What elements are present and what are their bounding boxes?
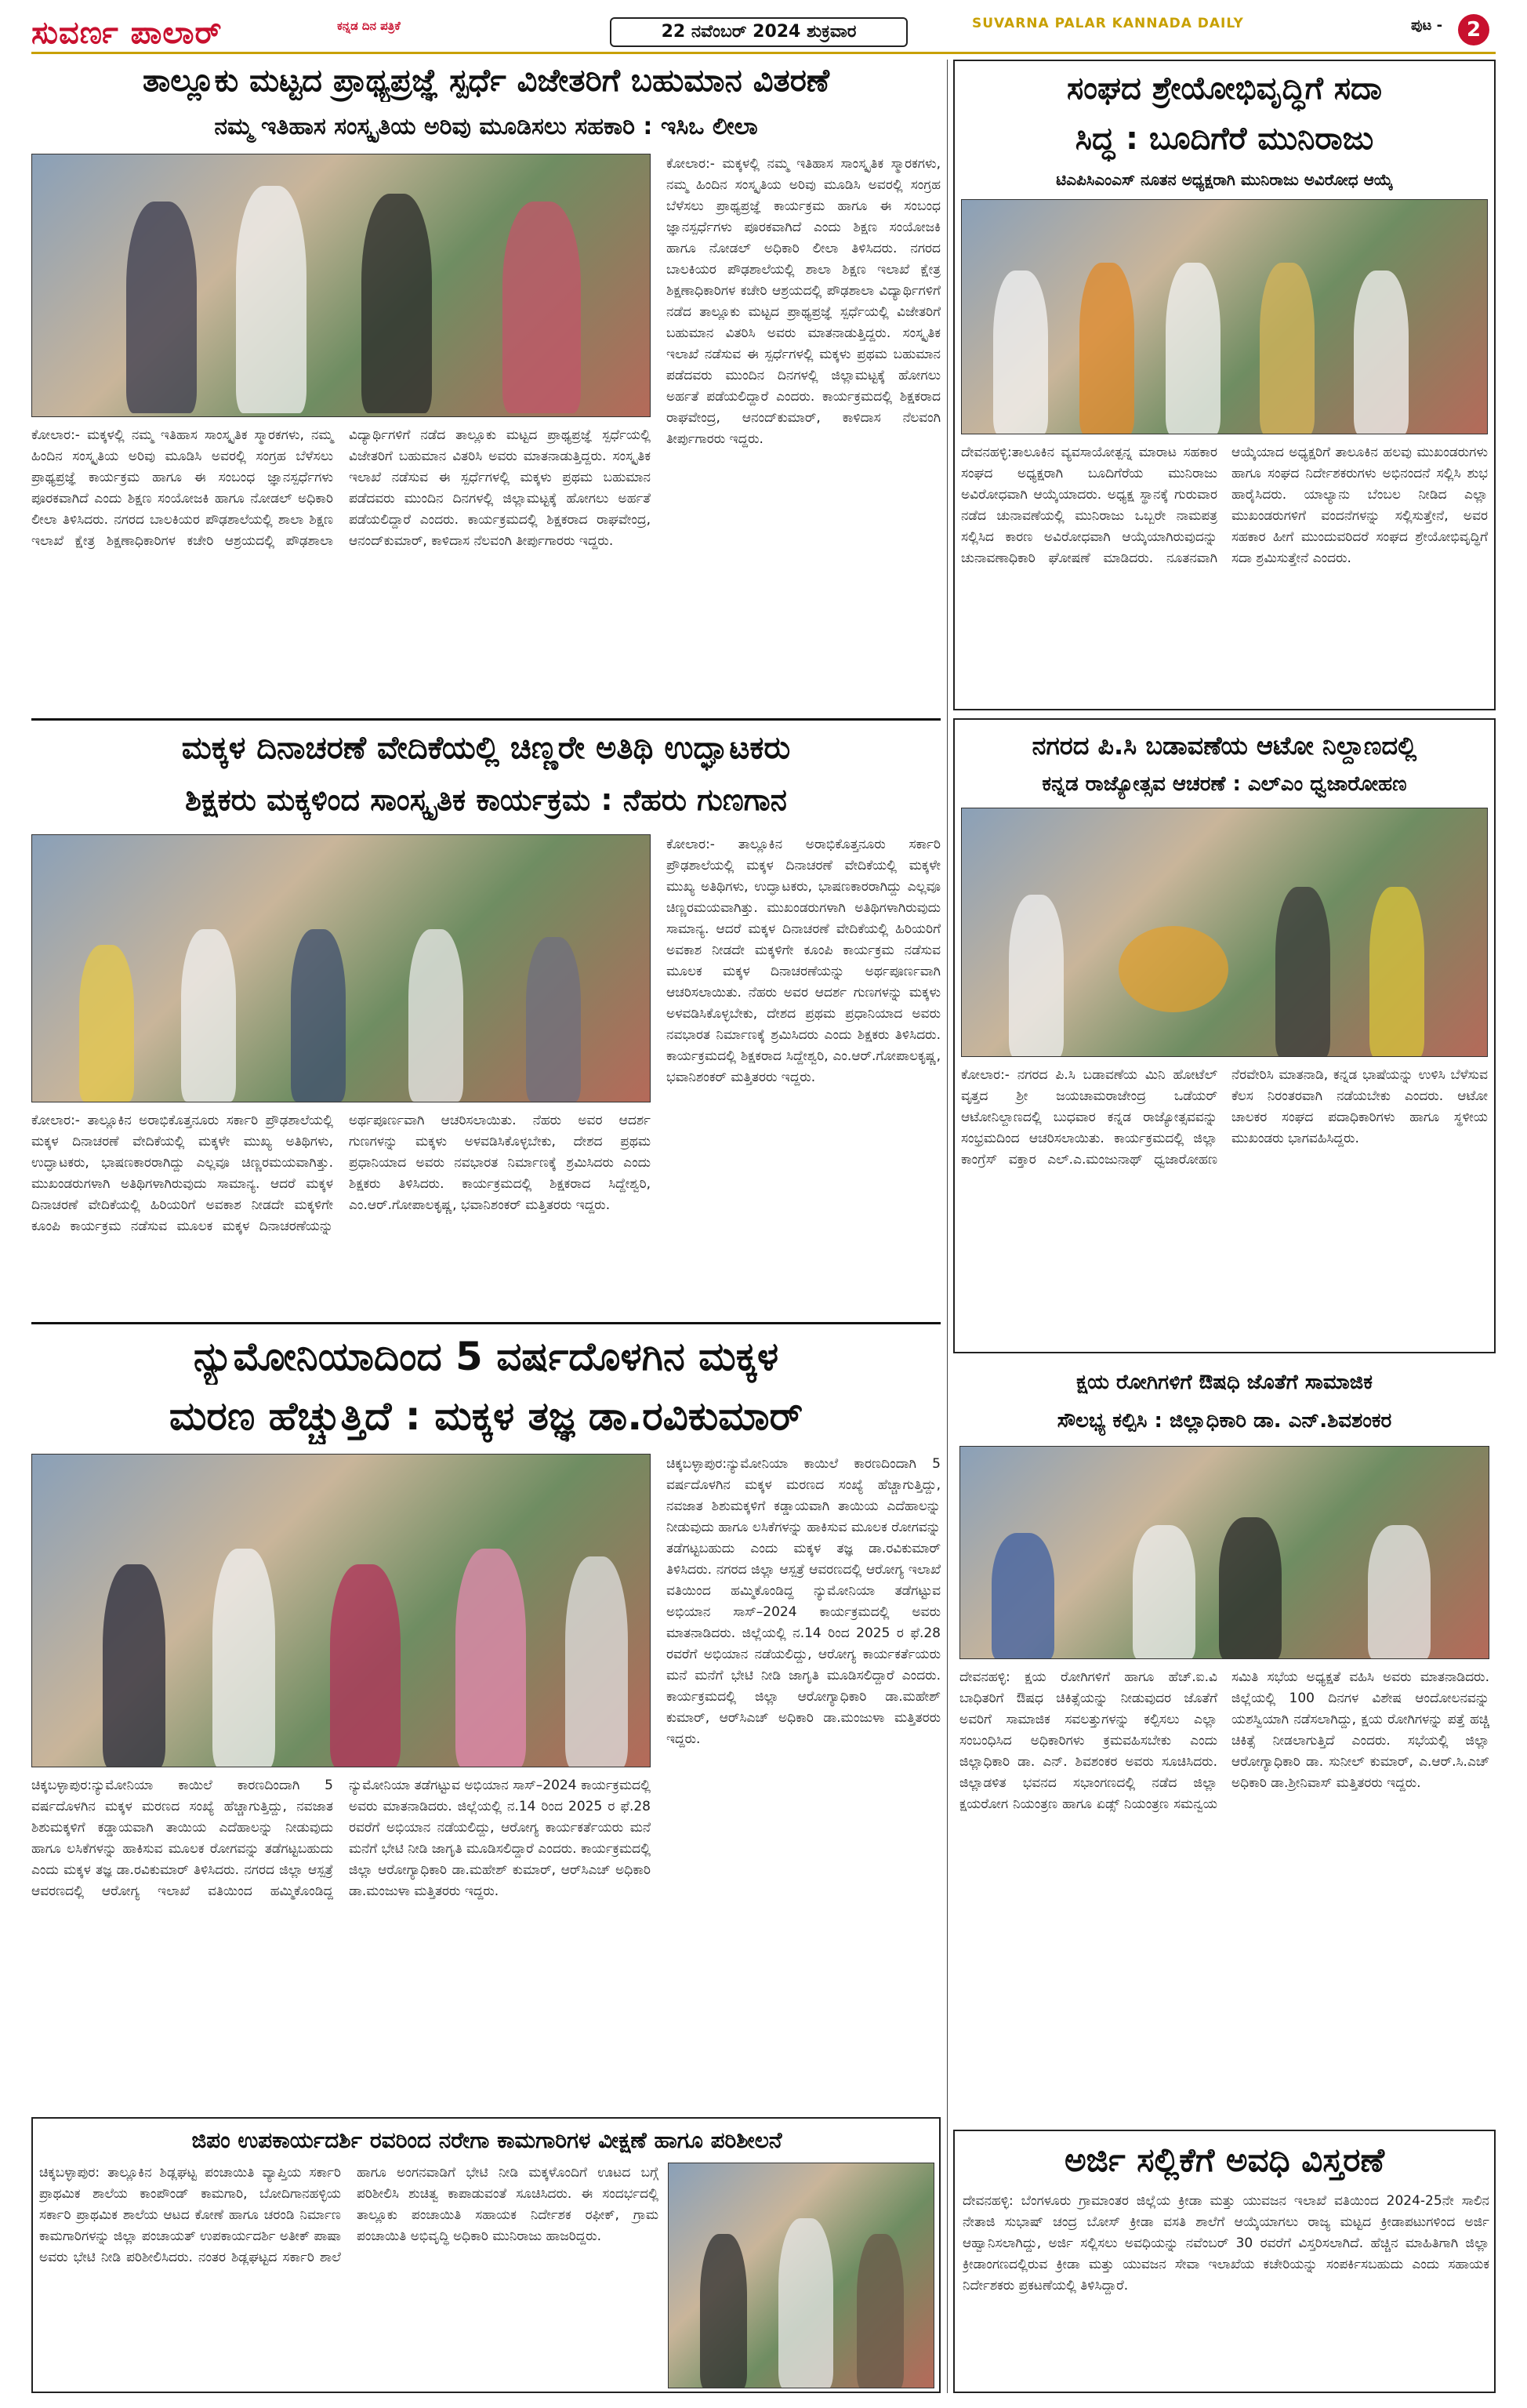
- story-subhead: ಟಿಎಪಿಸಿಎಂಎಸ್ ನೂತನ ಅಧ್ಯಕ್ಷರಾಗಿ ಮುನಿರಾಜು ಅವಿರೋಧ ಆಯ್ಕೆ: [1056, 170, 1393, 189]
- story-photo: [961, 808, 1488, 1057]
- story-pneumonia: [31, 1322, 941, 2106]
- story-nrega-inspection: [31, 2117, 941, 2393]
- story-body: ದೇವನಹಳ್ಳಿ: ಕ್ಷಯ ರೋಗಿಗಳಿಗೆ ಹಾಗೂ ಹೆಚ್.ಐ.ವಿ ಬಾಧಿತರಿಗೆ ಔಷಧ ಚಿಕಿತ್ಸೆಯನ್ನು ನೀಡುವುದರ ಜೊತೆಗೆ ಅವರಿಗೆ ಸಾಮಾಜಿಕ ಸವಲತ್ತುಗಳನ್ನು ಕಲ್ಪಿಸಲು ಎಲ್ಲಾ ಸಂಬಂಧಿಸಿದ ಅಧಿಕಾರಿಗಳು ಕ್ರಮವಹಿಸಬೇಕು ಎಂದು ಜಿಲ್ಲಾಧಿಕಾರಿ ಡಾ. ಎನ್. ಶಿವಶಂಕರ ಅವರು ಸೂಚಿಸಿದರು. ಜಿಲ್ಲಾಡಳಿತ ಭವನದ ಸಭಾಂಗಣದಲ್ಲಿ ನಡೆದ ಜಿಲ್ಲಾ ಕ್ಷಯರೋಗ ನಿಯಂತ್ರಣ ಹಾಗೂ ಏಡ್ಸ್ ನಿಯಂತ್ರಣ ಸಮನ್ವಯ ಸಮಿತಿ ಸಭೆಯ ಅಧ್ಯಕ್ಷತೆ ವಹಿಸಿ ಅವರು ಮಾತನಾಡಿದರು. ಜಿಲ್ಲೆಯಲ್ಲಿ 100 ದಿನಗಳ ವಿಶೇಷ ಆಂದೋಲನವನ್ನು ಯಶಸ್ವಿಯಾಗಿ ನಡೆಸಲಾಗಿದ್ದು, ಕ್ಷಯ ರೋಗಿಗಳನ್ನು ಪತ್ತೆ ಹಚ್ಚಿ ಚಿಕಿತ್ಸೆ ನೀಡಲಾಗುತ್ತಿದೆ ಎಂದರು. ಸಭೆಯಲ್ಲಿ ಜಿಲ್ಲಾ ಆರೋಗ್ಯಾಧಿಕಾರಿ ಡಾ. ಸುನೀಲ್ ಕುಮಾರ್, ಎ.ಆರ್.ಸಿ.ಎಚ್ ಅಧಿಕಾರಿ ಡಾ.ಶ್ರೀನಿವಾಸ್ ಮತ್ತಿತರರು ಇದ್ದರು.: [959, 1669, 1489, 1812]
- story-body-continued: ಕೋಲಾರ:- ಮಕ್ಕಳಲ್ಲಿ ನಮ್ಮ ಇತಿಹಾಸ ಸಾಂಸ್ಕೃತಿಕ ಸ್ಮಾರಕಗಳು, ನಮ್ಮ ಹಿಂದಿನ ಸಂಸ್ಕೃತಿಯ ಅರಿವು ಮೂಡಿಸಿ ಅವರಲ್ಲಿ ಸಂಗ್ರಹ ಬೆಳೆಸಲು ಪ್ರಾಥ್ಯಪ್ರಜ್ಞೆ ಕಾರ್ಯಕ್ರಮ ಹಾಗೂ ಈ ಸಂಬಂಧ ಜ್ಞಾನಸ್ಪರ್ಧೆಗಳು ಪೂರಕವಾಗಿದೆ ಎಂದು ಶಿಕ್ಷಣ ಸಂಯೋಜಕಿ ಹಾಗೂ ನೋಡಲ್ ಅಧಿಕಾರಿ ಲೀಲಾ ತಿಳಿಸಿದರು. ನಗರದ ಬಾಲಕಿಯರ ಪೌಢಶಾಲೆಯಲ್ಲಿ ಶಾಲಾ ಶಿಕ್ಷಣ ಇಲಾಖೆ ಕ್ಷೇತ್ರ ಶಿಕ್ಷಣಾಧಿಕಾರಿಗಳ ಕಚೇರಿ ಆಶ್ರಯದಲ್ಲಿ ಪೌಢಶಾಲಾ ವಿದ್ಯಾರ್ಥಿಗಳಿಗೆ ನಡೆದ ತಾಲ್ಲೂಕು ಮಟ್ಟದ ಪ್ರಾಥ್ಯಪ್ರಜ್ಞೆ ಸ್ಪರ್ಧೆಯಲ್ಲಿ ವಿಜೇತರಿಗೆ ಬಹುಮಾನ ವಿತರಿಸಿ ಅವರು ಮಾತನಾಡುತ್ತಿದ್ದರು. ಸಂಸ್ಕೃತಿಕ ಇಲಾಖೆ ನಡೆಸುವ ಈ ಸ್ಪರ್ಧೆಗಳಲ್ಲಿ ಮಕ್ಕಳು ಪ್ರಥಮ ಬಹುಮಾನ ಪಡೆದವರು ಮುಂದಿನ ದಿನಗಳಲ್ಲಿ ಜಿಲ್ಲಾಮಟ್ಟಕ್ಕೆ ಹೋಗಲು ಅರ್ಹತೆ ಪಡೆಯಲಿದ್ದಾರೆ ಎಂದರು. ಕಾರ್ಯಕ್ರಮದಲ್ಲಿ ಶಿಕ್ಷಕರಾದ ರಾಘವೇಂದ್ರ, ಆನಂದ್‌ಕುಮಾರ್, ಕಾಳಿದಾಸ ನೆಲವಂಗಿ ತೀರ್ಪುಗಾರರು ಇದ್ದರು.: [666, 156, 941, 447]
- story-subhead: ನಮ್ಮ ಇತಿಹಾಸ ಸಂಸ್ಕೃತಿಯ ಅರಿವು ಮೂಡಿಸಲು ಸಹಕಾರಿ : ಇಸಿಒ ಲೀಲಾ: [214, 113, 758, 140]
- story-body-continued: ಚಿಕ್ಕಬಳ್ಳಾಪುರ:ನ್ಯುಮೋನಿಯಾ ಕಾಯಿಲೆ ಕಾರಣದಿಂದಾಗಿ 5 ವರ್ಷದೊಳಗಿನ ಮಕ್ಕಳ ಮರಣದ ಸಂಖ್ಯೆ ಹೆಚ್ಚಾಗುತ್ತಿದ್ದು, ನವಜಾತ ಶಿಶುಮಕ್ಕಳಿಗೆ ಕಡ್ಡಾಯವಾಗಿ ತಾಯಿಯ ಎದೆಹಾಲನ್ನು ನೀಡುವುದು ಹಾಗೂ ಲಸಿಕೆಗಳನ್ನು ಹಾಕಿಸುವ ಮೂಲಕ ರೋಗವನ್ನು ತಡೆಗಟ್ಟಬಹುದು ಎಂದು ಮಕ್ಕಳ ತಜ್ಞ ಡಾ.ರವಿಕುಮಾರ್ ತಿಳಿಸಿದರು. ನಗರದ ಜಿಲ್ಲಾ ಆಸ್ಪತ್ರೆ ಆವರಣದಲ್ಲಿ ಆರೋಗ್ಯ ಇಲಾಖೆ ವತಿಯಿಂದ ಹಮ್ಮಿಕೊಂಡಿದ್ದ ನ್ಯುಮೋನಿಯಾ ತಡೆಗಟ್ಟುವ ಅಭಿಯಾನ ಸಾಸ್–2024 ಕಾರ್ಯಕ್ರಮದಲ್ಲಿ ಅವರು ಮಾತನಾಡಿದರು. ಜಿಲ್ಲೆಯಲ್ಲಿ ನ.14 ರಿಂದ 2025 ರ ಫೆ.28 ರವರೆಗೆ ಅಭಿಯಾನ ನಡೆಯಲಿದ್ದು, ಆರೋಗ್ಯ ಕಾರ್ಯಕರ್ತೆಯರು ಮನೆ ಮನೆಗೆ ಭೇಟಿ ನೀಡಿ ಜಾಗೃತಿ ಮೂಡಿಸಲಿದ್ದಾರೆ ಎಂದರು. ಕಾರ್ಯಕ್ರಮದಲ್ಲಿ ಜಿಲ್ಲಾ ಆರೋಗ್ಯಾಧಿಕಾರಿ ಡಾ.ಮಹೇಶ್ ಕುಮಾರ್, ಆರ್‌ಸಿಎಚ್ ಅಧಿಕಾರಿ ಡಾ.ಮಂಜುಳಾ ಮತ್ತಿತರರು ಇದ್ದರು.: [666, 1456, 941, 1747]
- issue-date: 22 ನವೆಂಬರ್ 2024 ಶುಕ್ರವಾರ: [610, 17, 908, 47]
- story-photo: [668, 2163, 934, 2388]
- story-prize-distribution: [31, 60, 941, 710]
- story-body: ದೇವನಹಳ್ಳಿ: ಬೆಂಗಳೂರು ಗ್ರಾಮಾಂತರ ಜಿಲ್ಲೆಯ ಕ್ರೀಡಾ ಮತ್ತು ಯುವಜನ ಇಲಾಖೆ ವತಿಯಿಂದ 2024-25ನೇ ಸಾಲಿನ ನೇತಾಜಿ ಸುಭಾಷ್ ಚಂದ್ರ ಬೋಸ್ ಕ್ರೀಡಾ ವಸತಿ ಶಾಲೆಗೆ ಆಯ್ಕೆಯಾಗಲು ರಾಜ್ಯ ಮಟ್ಟದ ಕ್ರೀಡಾಪಟುಗಳಿಂದ ಅರ್ಜಿ ಆಹ್ವಾನಿಸಲಾಗಿದ್ದು, ಅರ್ಜಿ ಸಲ್ಲಿಸಲು ಅವಧಿಯನ್ನು ನವೆಂಬರ್ 30 ರವರೆಗೆ ವಿಸ್ತರಿಸಲಾಗಿದೆ. ಹೆಚ್ಚಿನ ಮಾಹಿತಿಗಾಗಿ ಜಿಲ್ಲಾ ಕ್ರೀಡಾಂಗಣದಲ್ಲಿರುವ ಕ್ರೀಡಾ ಮತ್ತು ಯುವಜನ ಸೇವಾ ಇಲಾಖೆಯ ಕಚೇರಿಯನ್ನು ಸಂಪರ್ಕಿಸಬಹುದು ಎಂದು ಸಹಾಯಕ ನಿರ್ದೇಶಕರು ಪ್ರಕಟಣೆಯಲ್ಲಿ ತಿಳಿಸಿದ್ದಾರೆ.: [963, 2193, 1489, 2294]
- story-subhead: ಕನ್ನಡ ರಾಜ್ಯೋತ್ಸವ ಆಚರಣೆ : ಎಲ್‌ಎಂ ಧ್ವಜಾರೋಹಣ: [1042, 772, 1407, 796]
- story-society-president: [953, 60, 1496, 710]
- story-headline: ತಾಲ್ಲೂಕು ಮಟ್ಟದ ಪ್ರಾಥ್ಯಪ್ರಜ್ಞೆ ಸ್ಪರ್ಧೆ ವಿಜೇತರಿಗೆ ಬಹುಮಾನ ವಿತರಣೆ: [142, 63, 830, 99]
- story-photo: [31, 1454, 651, 1767]
- story-deadline-extension: [953, 2130, 1496, 2393]
- story-body-continued: ಕೋಲಾರ:- ತಾಲ್ಲೂಕಿನ ಅರಾಭಿಕೊತ್ತನೂರು ಸರ್ಕಾರಿ ಪ್ರೌಢಶಾಲೆಯಲ್ಲಿ ಮಕ್ಕಳ ದಿನಾಚರಣೆ ವೇದಿಕೆಯಲ್ಲಿ ಮಕ್ಕಳೇ ಮುಖ್ಯ ಅತಿಥಿಗಳು, ಉದ್ಘಾಟಕರು, ಭಾಷಣಕಾರರಾಗಿದ್ದು ಎಲ್ಲವೂ ಚಿಣ್ಣರಮಯವಾಗಿತ್ತು. ಮುಖಂಡರುಗಳಾಗಿ ಅತಿಥಿಗಳಾಗಿರುವುದು ಸಾಮಾನ್ಯ. ಆದರೆ ಮಕ್ಕಳ ದಿನಾಚರಣೆ ವೇದಿಕೆಯಲ್ಲಿ ಹಿರಿಯರಿಗೆ ಅವಕಾಶ ನೀಡದೇ ಮಕ್ಕಳಿಗೇ ಕೂಂಪಿ ಕಾರ್ಯಕ್ರಮ ನಡೆಸುವ ಮೂಲಕ ಮಕ್ಕಳ ದಿನಾಚರಣೆಯನ್ನು ಅರ್ಥಪೂರ್ಣವಾಗಿ ಆಚರಿಸಲಾಯಿತು. ನೆಹರು ಅವರ ಆದರ್ಶ ಗುಣಗಳನ್ನು ಮಕ್ಕಳು ಅಳವಡಿಸಿಕೊಳ್ಳಬೇಕು, ದೇಶದ ಪ್ರಥಮ ಪ್ರಧಾನಿಯಾದ ಅವರು ನವಭಾರತ ನಿರ್ಮಾಣಕ್ಕೆ ಶ್ರಮಿಸಿದರು ಎಂದು ಶಿಕ್ಷಕರು ತಿಳಿಸಿದರು. ಕಾರ್ಯಕ್ರಮದಲ್ಲಿ ಶಿಕ್ಷಕರಾದ ಸಿದ್ದೇಶ್ವರಿ, ಎಂ.ಆರ್.ಗೋಪಾಲಕೃಷ್ಣ, ಭವಾನಿಶಂಕರ್ ಮತ್ತಿತರರು ಇದ್ದರು.: [666, 837, 941, 1085]
- story-body: ಕೋಲಾರ:- ಮಕ್ಕಳಲ್ಲಿ ನಮ್ಮ ಇತಿಹಾಸ ಸಾಂಸ್ಕೃತಿಕ ಸ್ಮಾರಕಗಳು, ನಮ್ಮ ಹಿಂದಿನ ಸಂಸ್ಕೃತಿಯ ಅರಿವು ಮೂಡಿಸಿ ಅವರಲ್ಲಿ ಸಂಗ್ರಹ ಬೆಳೆಸಲು ಪ್ರಾಥ್ಯಪ್ರಜ್ಞೆ ಕಾರ್ಯಕ್ರಮ ಹಾಗೂ ಈ ಸಂಬಂಧ ಜ್ಞಾನಸ್ಪರ್ಧೆಗಳು ಪೂರಕವಾಗಿದೆ ಎಂದು ಶಿಕ್ಷಣ ಸಂಯೋಜಕಿ ಹಾಗೂ ನೋಡಲ್ ಅಧಿಕಾರಿ ಲೀಲಾ ತಿಳಿಸಿದರು. ನಗರದ ಬಾಲಕಿಯರ ಪೌಢಶಾಲೆಯಲ್ಲಿ ಶಾಲಾ ಶಿಕ್ಷಣ ಇಲಾಖೆ ಕ್ಷೇತ್ರ ಶಿಕ್ಷಣಾಧಿಕಾರಿಗಳ ಕಚೇರಿ ಆಶ್ರಯದಲ್ಲಿ ಪೌಢಶಾಲಾ ವಿದ್ಯಾರ್ಥಿಗಳಿಗೆ ನಡೆದ ತಾಲ್ಲೂಕು ಮಟ್ಟದ ಪ್ರಾಥ್ಯಪ್ರಜ್ಞೆ ಸ್ಪರ್ಧೆಯಲ್ಲಿ ವಿಜೇತರಿಗೆ ಬಹುಮಾನ ವಿತರಿಸಿ ಅವರು ಮಾತನಾಡುತ್ತಿದ್ದರು. ಸಂಸ್ಕೃತಿಕ ಇಲಾಖೆ ನಡೆಸುವ ಈ ಸ್ಪರ್ಧೆಗಳಲ್ಲಿ ಮಕ್ಕಳು ಪ್ರಥಮ ಬಹುಮಾನ ಪಡೆದವರು ಮುಂದಿನ ದಿನಗಳಲ್ಲಿ ಜಿಲ್ಲಾಮಟ್ಟಕ್ಕೆ ಹೋಗಲು ಅರ್ಹತೆ ಪಡೆಯಲಿದ್ದಾರೆ ಎಂದರು. ಕಾರ್ಯಕ್ರಮದಲ್ಲಿ ಶಿಕ್ಷಕರಾದ ರಾಘವೇಂದ್ರ, ಆನಂದ್‌ಕುಮಾರ್, ಕಾಳಿದಾಸ ನೆಲವಂಗಿ ತೀರ್ಪುಗಾರರು ಇದ್ದರು.: [31, 427, 651, 549]
- page-label: ಪುಟ -: [1411, 17, 1443, 34]
- story-body: ಚಿಕ್ಕಬಳ್ಳಾಪುರ: ತಾಲ್ಲೂಕಿನ ಶಿಡ್ಲಘಟ್ಟ ಪಂಚಾಯಿತಿ ವ್ಯಾಪ್ತಿಯ ಸರ್ಕಾರಿ ಪ್ರಾಥಮಿಕ ಶಾಲೆಯ ಕಾಂಪೌಂಡ್ ಕಾಮಗಾರಿ, ಬೋದಿಗಾನಹಳ್ಳಿಯ ಸರ್ಕಾರಿ ಪ್ರಾಥಮಿಕ ಶಾಲೆಯ ಆಟದ ಕೋಣೆ ಹಾಗೂ ಚರಂಡಿ ನಿರ್ಮಾಣ ಕಾಮಗಾರಿಗಳನ್ನು ಜಿಲ್ಲಾ ಪಂಚಾಯತ್ ಉಪಕಾರ್ಯದರ್ಶಿ ಅತೀಕ್ ಪಾಷಾ ಅವರು ಭೇಟಿ ನೀಡಿ ಪರಿಶೀಲಿಸಿದರು. ನಂತರ ಶಿಡ್ಲಘಟ್ಟದ ಸರ್ಕಾರಿ ಶಾಲೆ ಹಾಗೂ ಅಂಗನವಾಡಿಗೆ ಭೇಟಿ ನೀಡಿ ಮಕ್ಕಳೊಂದಿಗೆ ಊಟದ ಬಗ್ಗೆ ಪರಿಶೀಲಿಸಿ ಶುಚಿತ್ವ ಕಾಪಾಡುವಂತೆ ಸೂಚಿಸಿದರು. ಈ ಸಂದರ್ಭದಲ್ಲಿ ತಾಲ್ಲೂಕು ಪಂಚಾಯಿತಿ ಸಹಾಯಕ ನಿರ್ದೇಶಕ ರಫೀಕ್, ಗ್ರಾಮ ಪಂಚಾಯಿತಿ ಅಭಿವೃದ್ಧಿ ಅಧಿಕಾರಿ ಮುನಿರಾಜು ಹಾಜರಿದ್ದರು.: [39, 2165, 658, 2265]
- newspaper-brand: ಸುವರ್ಣ ಪಾಲಾರ್: [31, 14, 223, 51]
- brand-tagline: ಕನ್ನಡ ದಿನ ಪತ್ರಿಕೆ: [337, 19, 401, 33]
- story-body: ಕೋಲಾರ:- ತಾಲ್ಲೂಕಿನ ಅರಾಭಿಕೊತ್ತನೂರು ಸರ್ಕಾರಿ ಪ್ರೌಢಶಾಲೆಯಲ್ಲಿ ಮಕ್ಕಳ ದಿನಾಚರಣೆ ವೇದಿಕೆಯಲ್ಲಿ ಮಕ್ಕಳೇ ಮುಖ್ಯ ಅತಿಥಿಗಳು, ಉದ್ಘಾಟಕರು, ಭಾಷಣಕಾರರಾಗಿದ್ದು ಎಲ್ಲವೂ ಚಿಣ್ಣರಮಯವಾಗಿತ್ತು. ಮುಖಂಡರುಗಳಾಗಿ ಅತಿಥಿಗಳಾಗಿರುವುದು ಸಾಮಾನ್ಯ. ಆದರೆ ಮಕ್ಕಳ ದಿನಾಚರಣೆ ವೇದಿಕೆಯಲ್ಲಿ ಹಿರಿಯರಿಗೆ ಅವಕಾಶ ನೀಡದೇ ಮಕ್ಕಳಿಗೇ ಕೂಂಪಿ ಕಾರ್ಯಕ್ರಮ ನಡೆಸುವ ಮೂಲಕ ಮಕ್ಕಳ ದಿನಾಚರಣೆಯನ್ನು ಅರ್ಥಪೂರ್ಣವಾಗಿ ಆಚರಿಸಲಾಯಿತು. ನೆಹರು ಅವರ ಆದರ್ಶ ಗುಣಗಳನ್ನು ಮಕ್ಕಳು ಅಳವಡಿಸಿಕೊಳ್ಳಬೇಕು, ದೇಶದ ಪ್ರಥಮ ಪ್ರಧಾನಿಯಾದ ಅವರು ನವಭಾರತ ನಿರ್ಮಾಣಕ್ಕೆ ಶ್ರಮಿಸಿದರು ಎಂದು ಶಿಕ್ಷಕರು ತಿಳಿಸಿದರು. ಕಾರ್ಯಕ್ರಮದಲ್ಲಿ ಶಿಕ್ಷಕರಾದ ಸಿದ್ದೇಶ್ವರಿ, ಎಂ.ಆರ್.ಗೋಪಾಲಕೃಷ್ಣ, ಭವಾನಿಶಂಕರ್ ಮತ್ತಿತರರು ಇದ್ದರು.: [31, 1113, 651, 1234]
- story-photo: [31, 154, 651, 417]
- masthead-rule: [31, 52, 1496, 54]
- story-headline-line2: ಮರಣ ಹೆಚ್ಚುತ್ತಿದೆ : ಮಕ್ಕಳ ತಜ್ಞ ಡಾ.ರವಿಕುಮಾರ್: [169, 1393, 803, 1439]
- story-body: ಚಿಕ್ಕಬಳ್ಳಾಪುರ:ನ್ಯುಮೋನಿಯಾ ಕಾಯಿಲೆ ಕಾರಣದಿಂದಾಗಿ 5 ವರ್ಷದೊಳಗಿನ ಮಕ್ಕಳ ಮರಣದ ಸಂಖ್ಯೆ ಹೆಚ್ಚಾಗುತ್ತಿದ್ದು, ನವಜಾತ ಶಿಶುಮಕ್ಕಳಿಗೆ ಕಡ್ಡಾಯವಾಗಿ ತಾಯಿಯ ಎದೆಹಾಲನ್ನು ನೀಡುವುದು ಹಾಗೂ ಲಸಿಕೆಗಳನ್ನು ಹಾಕಿಸುವ ಮೂಲಕ ರೋಗವನ್ನು ತಡೆಗಟ್ಟಬಹುದು ಎಂದು ಮಕ್ಕಳ ತಜ್ಞ ಡಾ.ರವಿಕುಮಾರ್ ತಿಳಿಸಿದರು. ನಗರದ ಜಿಲ್ಲಾ ಆಸ್ಪತ್ರೆ ಆವರಣದಲ್ಲಿ ಆರೋಗ್ಯ ಇಲಾಖೆ ವತಿಯಿಂದ ಹಮ್ಮಿಕೊಂಡಿದ್ದ ನ್ಯುಮೋನಿಯಾ ತಡೆಗಟ್ಟುವ ಅಭಿಯಾನ ಸಾಸ್–2024 ಕಾರ್ಯಕ್ರಮದಲ್ಲಿ ಅವರು ಮಾತನಾಡಿದರು. ಜಿಲ್ಲೆಯಲ್ಲಿ ನ.14 ರಿಂದ 2025 ರ ಫೆ.28 ರವರೆಗೆ ಅಭಿಯಾನ ನಡೆಯಲಿದ್ದು, ಆರೋಗ್ಯ ಕಾರ್ಯಕರ್ತೆಯರು ಮನೆ ಮನೆಗೆ ಭೇಟಿ ನೀಡಿ ಜಾಗೃತಿ ಮೂಡಿಸಲಿದ್ದಾರೆ ಎಂದರು. ಕಾರ್ಯಕ್ರಮದಲ್ಲಿ ಜಿಲ್ಲಾ ಆರೋಗ್ಯಾಧಿಕಾರಿ ಡಾ.ಮಹೇಶ್ ಕುಮಾರ್, ಆರ್‌ಸಿಎಚ್ ಅಧಿಕಾರಿ ಡಾ.ಮಂಜುಳಾ ಮತ್ತಿತರರು ಇದ್ದರು.: [31, 1778, 651, 1899]
- masthead: [31, 14, 1496, 55]
- divider-rule: [31, 718, 941, 721]
- story-body: ಕೋಲಾರ:- ನಗರದ ಪಿ.ಸಿ ಬಡಾವಣೆಯ ಮಿನಿ ಹೋಟೆಲ್ ವೃತ್ತದ ಶ್ರೀ ಜಯಚಾಮರಾಜೇಂದ್ರ ಒಡೆಯರ್ ಆಟೋನಿಲ್ದಾಣದಲ್ಲಿ ಬುಧವಾರ ಕನ್ನಡ ರಾಜ್ಯೋತ್ಸವವನ್ನು ಸಂಭ್ರಮದಿಂದ ಆಚರಿಸಲಾಯಿತು. ಕಾರ್ಯಕ್ರಮದಲ್ಲಿ ಜಿಲ್ಲಾ ಕಾಂಗ್ರೆಸ್ ವಕ್ತಾರ ಎಲ್.ಎ.ಮಂಜುನಾಥ್ ಧ್ವಜಾರೋಹಣ ನೆರವೇರಿಸಿ ಮಾತನಾಡಿ, ಕನ್ನಡ ಭಾಷೆಯನ್ನು ಉಳಿಸಿ ಬೆಳೆಸುವ ಕೆಲಸ ನಿರಂತರವಾಗಿ ನಡೆಯಬೇಕು ಎಂದರು. ಆಟೋ ಚಾಲಕರ ಸಂಘದ ಪದಾಧಿಕಾರಿಗಳು ಹಾಗೂ ಸ್ಥಳೀಯ ಮುಖಂಡರು ಭಾಗವಹಿಸಿದ್ದರು.: [961, 1067, 1488, 1168]
- story-headline: ಅರ್ಜಿ ಸಲ್ಲಿಕೆಗೆ ಅವಧಿ ವಿಸ್ತರಣೆ: [1064, 2141, 1385, 2179]
- story-headline: ಜಿಪಂ ಉಪಕಾರ್ಯದರ್ಶಿ ರವರಿಂದ ನರೇಗಾ ಕಾಮಗಾರಿಗಳ ವೀಕ್ಷಣೆ ಹಾಗೂ ಪರಿಶೀಲನೆ: [191, 2127, 782, 2153]
- story-headline: ನ್ಯುಮೋನಿಯಾದಿಂದ 5 ವರ್ಷದೊಳಗಿನ ಮಕ್ಕಳ: [193, 1334, 779, 1379]
- story-headline: ನಗರದ ಪಿ.ಸಿ ಬಡಾವಣೆಯ ಆಟೋ ನಿಲ್ದಾಣದಲ್ಲಿ: [1032, 731, 1417, 761]
- english-title: SUVARNA PALAR KANNADA DAILY: [972, 16, 1244, 31]
- story-headline: ಸಂಘದ ಶ್ರೇಯೋಭಿವೃದ್ಧಿಗೆ ಸದಾ: [1067, 71, 1382, 107]
- story-headline: ಮಕ್ಕಳ ದಿನಾಚರಣೆ ವೇದಿಕೆಯಲ್ಲಿ ಚಿಣ್ಣರೇ ಅತಿಥಿ ಉದ್ಘಾಟಕರು: [181, 730, 791, 766]
- story-tb-patients: [953, 1364, 1496, 2117]
- story-photo: [961, 199, 1488, 434]
- story-photo: [959, 1446, 1489, 1659]
- story-subhead: ಸೌಲಭ್ಯ ಕಲ್ಪಿಸಿ : ಜಿಲ್ಲಾಧಿಕಾರಿ ಡಾ. ಎನ್.ಶಿವಶಂಕರ: [1057, 1409, 1392, 1433]
- story-headline: ಕ್ಷಯ ರೋಗಿಗಳಿಗೆ ಔಷಧಿ ಜೊತೆಗೆ ಸಾಮಾಜಿಕ: [1076, 1371, 1373, 1394]
- story-body: ದೇವನಹಳ್ಳಿ:ತಾಲೂಕಿನ ವ್ಯವಸಾಯೋತ್ಪನ್ನ ಮಾರಾಟ ಸಹಕಾರ ಸಂಘದ ಅಧ್ಯಕ್ಷರಾಗಿ ಬೂದಿಗೆರೆಯ ಮುನಿರಾಜು ಅವಿರೋಧವಾಗಿ ಆಯ್ಕೆಯಾದರು. ಅಧ್ಯಕ್ಷ ಸ್ಥಾನಕ್ಕೆ ಗುರುವಾರ ನಡೆದ ಚುನಾವಣೆಯಲ್ಲಿ ಮುನಿರಾಜು ಒಬ್ಬರೇ ನಾಮಪತ್ರ ಸಲ್ಲಿಸಿದ ಕಾರಣ ಅವಿರೋಧವಾಗಿ ಆಯ್ಕೆಯಾಗಿರುವುದನ್ನು ಚುನಾವಣಾಧಿಕಾರಿ ಘೋಷಣೆ ಮಾಡಿದರು. ನೂತನವಾಗಿ ಆಯ್ಕೆಯಾದ ಅಧ್ಯಕ್ಷರಿಗೆ ತಾಲೂಕಿನ ಹಲವು ಮುಖಂಡರುಗಳು ಹಾಗೂ ಸಂಘದ ನಿರ್ದೇಶಕರುಗಳು ಅಭಿನಂದನೆ ಸಲ್ಲಿಸಿ ಶುಭ ಹಾರೈಸಿದರು. ಯಾಲ್ಯಾನು ಬೆಂಬಲ ನೀಡಿದ ಎಲ್ಲಾ ಮುಖಂಡರುಗಳಿಗೆ ವಂದನೆಗಳನ್ನು ಸಲ್ಲಿಸುತ್ತೇನೆ, ಅವರ ಸಹಕಾರ ಹೀಗೆ ಮುಂದುವರಿದರೆ ಸಂಘದ ಶ್ರೇಯೋಭಿವೃದ್ಧಿಗೆ ಸದಾ ಶ್ರಮಿಸುತ್ತೇನೆ ಎಂದರು.: [961, 445, 1488, 566]
- column-divider: [947, 60, 948, 2393]
- story-subhead: ಶಿಕ್ಷಕರು ಮಕ್ಕಳಿಂದ ಸಾಂಸ್ಕೃತಿಕ ಕಾರ್ಯಕ್ರಮ : ನೆಹರು ಗುಣಗಾನ: [185, 783, 787, 817]
- page-number: 2: [1458, 14, 1489, 45]
- story-childrens-day: [31, 718, 941, 1314]
- story-photo: [31, 834, 651, 1102]
- story-rajyotsava: [953, 718, 1496, 1353]
- divider-rule: [31, 1322, 941, 1324]
- story-headline-line2: ಸಿದ್ಧ : ಬೂದಿಗೆರೆ ಮುನಿರಾಜು: [1075, 121, 1374, 157]
